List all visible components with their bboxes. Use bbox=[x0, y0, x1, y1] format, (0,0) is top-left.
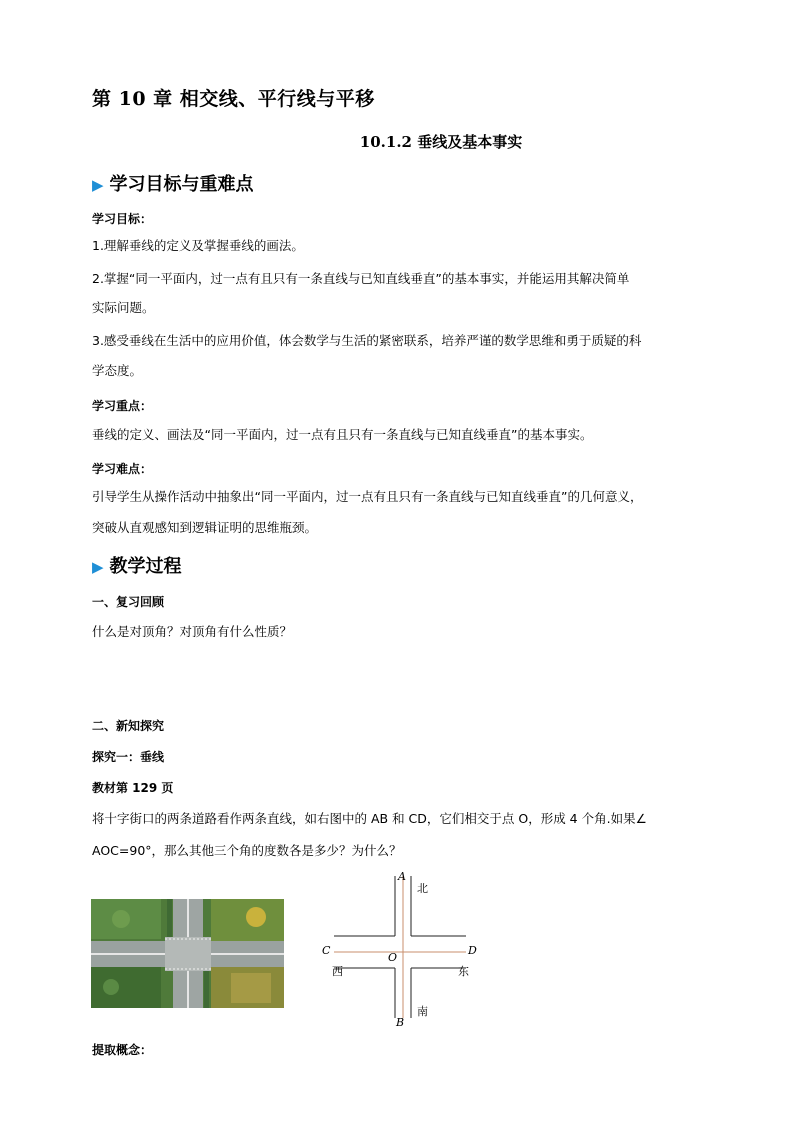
key-point-label: 学习重点： bbox=[92, 399, 153, 413]
section-process-heading bbox=[92, 552, 182, 578]
review-label: 一、复习回顾 bbox=[92, 595, 165, 609]
difficulty-line-2: 突破从直观感知到逻辑证明的思维瓶颈。 bbox=[92, 520, 318, 535]
label-south: 南 bbox=[417, 1005, 428, 1018]
intersection-aerial-photo bbox=[91, 899, 284, 1008]
goal-item-3: 3.感受垂线在生活中的应用价值，体会数学与生活的紧密联系，培养严谨的数学思维和勇于质疑的科 bbox=[92, 333, 642, 348]
label-o: O bbox=[388, 951, 398, 964]
goal-item-1: 1.理解垂线的定义及掌握垂线的画法。 bbox=[92, 238, 304, 253]
difficulty-line-1: 引导学生从操作活动中抽象出“同一平面内，过一点有且只有一条直线与已知直线垂直”的几何意义， bbox=[92, 489, 643, 504]
explore-line-1: 将十字街口的两条道路看作两条直线，如右图中的 AB 和 CD，它们相交于点 O，形成 4 个角.如果∠ bbox=[92, 811, 647, 826]
triangle-bullet-icon: ▶ bbox=[92, 558, 104, 576]
label-d: D bbox=[468, 944, 477, 957]
section-goals-heading bbox=[92, 170, 254, 196]
review-text: 什么是对顶角？对顶角有什么性质？ bbox=[92, 624, 293, 639]
goals-label: 学习目标： bbox=[92, 212, 153, 226]
difficulty-label: 学习难点： bbox=[92, 462, 153, 476]
triangle-bullet-icon: ▶ bbox=[92, 176, 104, 194]
lesson-title: 10.1.2 垂线及基本事实 bbox=[359, 133, 523, 151]
goals-heading-text: 学习目标与重难点 bbox=[109, 174, 254, 195]
label-east: 东 bbox=[458, 965, 469, 978]
label-west: 西 bbox=[332, 965, 343, 978]
label-c: C bbox=[322, 944, 331, 957]
explore-line-2: AOC=90°，那么其他三个角的度数各是多少？为什么？ bbox=[92, 843, 402, 858]
page-reference: 教材第 129 页 bbox=[92, 781, 174, 795]
concept-label: 提取概念： bbox=[92, 1043, 153, 1057]
explore-label: 二、新知探究 bbox=[92, 719, 165, 733]
goal-item-3-cont: 学态度。 bbox=[92, 363, 143, 378]
crossroads-diagram bbox=[318, 868, 488, 1030]
goal-item-2-cont: 实际问题。 bbox=[92, 300, 155, 315]
label-north: 北 bbox=[417, 882, 428, 895]
process-heading-text: 教学过程 bbox=[109, 556, 182, 577]
key-point-text: 垂线的定义、画法及“同一平面内，过一点有且只有一条直线与已知直线垂直”的基本事实。 bbox=[92, 427, 593, 442]
explore-sub-label: 探究一：垂线 bbox=[92, 750, 165, 764]
label-a: A bbox=[398, 870, 406, 883]
label-b: B bbox=[396, 1016, 405, 1029]
goal-item-2: 2.掌握“同一平面内，过一点有且只有一条直线与已知直线垂直”的基本事实，并能运用其解决简单 bbox=[92, 271, 630, 286]
chapter-title: 第 10 章 相交线、平行线与平移 bbox=[92, 88, 375, 110]
